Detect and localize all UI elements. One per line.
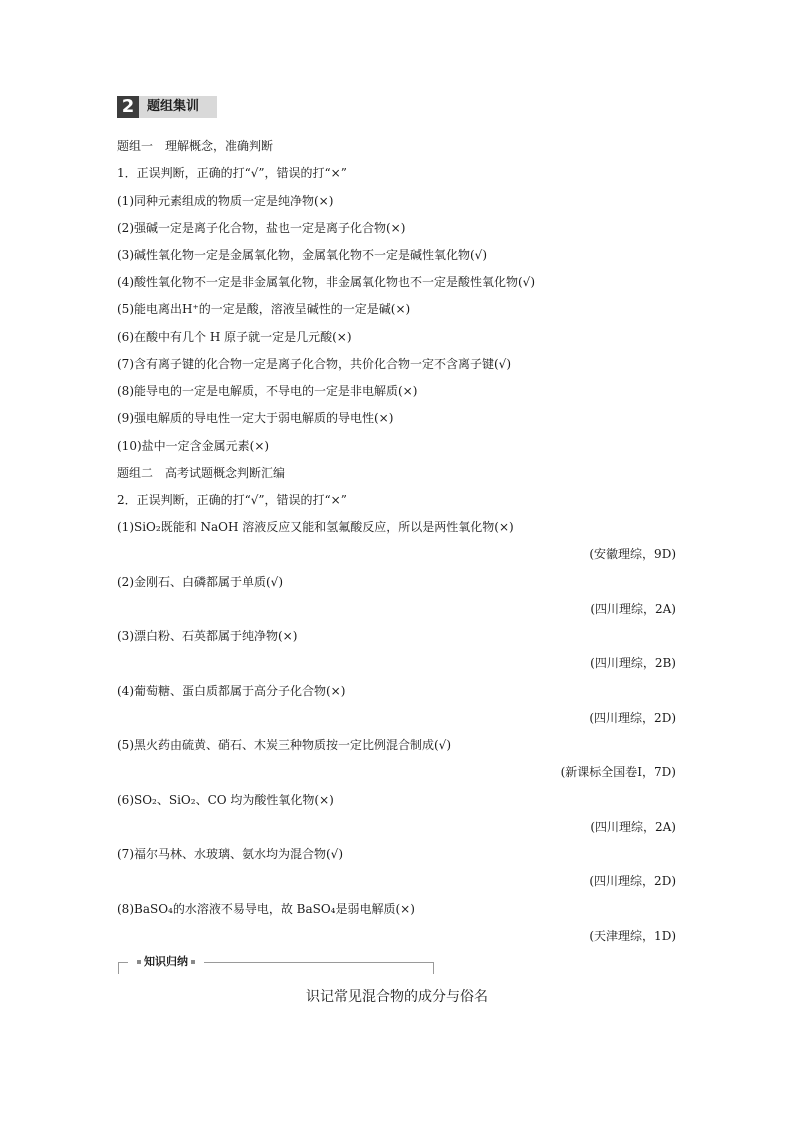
group2-source: (四川理综，2A) [590, 602, 676, 616]
section-number: 2 [117, 96, 139, 118]
group2-item: (5)黑火药由硫黄、硝石、木炭三种物质按一定比例混合制成(√) [117, 738, 452, 752]
group1-item: (7)含有离子键的化合物一定是离子化合物，共价化合物一定不含离子键(√) [117, 357, 512, 371]
group2-source: (新课标全国卷Ⅰ，7D) [560, 765, 676, 779]
group1-item: (9)强电解质的导电性一定大于弱电解质的导电性(×) [117, 411, 394, 425]
group2-item: (1)SiO₂既能和 NaOH 溶液反应又能和氢氟酸反应，所以是两性氧化物(×) [117, 520, 514, 534]
group1-item: (3)碱性氧化物一定是金属氧化物，金属氧化物不一定是碱性氧化物(√) [117, 248, 488, 262]
section-title: 题组集训 [147, 99, 200, 114]
group1-item: (6)在酸中有几个 H 原子就一定是几元酸(×) [117, 330, 352, 344]
group1-item: (8)能导电的一定是电解质，不导电的一定是非电解质(×) [117, 384, 418, 398]
bullet-dot-icon [191, 960, 195, 964]
group2-question: 2．正误判断，正确的打“√”，错误的打“×” [117, 493, 347, 507]
bullet-dot-icon [137, 960, 141, 964]
group2-item: (3)漂白粉、石英都属于纯净物(×) [117, 629, 298, 643]
group2-item: (8)BaSO₄的水溶液不易导电，故 BaSO₄是弱电解质(×) [117, 902, 415, 916]
group1-question: 1．正误判断，正确的打“√”，错误的打“×” [117, 166, 347, 180]
group2-item: (4)葡萄糖、蛋白质都属于高分子化合物(×) [117, 684, 346, 698]
group2-source: (四川理综，2B) [590, 656, 676, 670]
knowledge-box-right-edge [433, 962, 434, 974]
knowledge-box-left-edge [118, 962, 119, 974]
group1-heading: 题组一 理解概念，准确判断 [117, 139, 274, 153]
group1-item: (1)同种元素组成的物质一定是纯净物(×) [117, 194, 334, 208]
group2-source: (四川理综，2D) [589, 711, 676, 725]
group2-source: (天津理综，1D) [589, 929, 676, 943]
group2-source: (安徽理综，9D) [589, 547, 676, 561]
knowledge-title: 识记常见混合物的成分与俗名 [306, 989, 488, 1005]
group2-item: (2)金刚石、白磷都属于单质(√) [117, 575, 284, 589]
group2-item: (6)SO₂、SiO₂、CO 均为酸性氧化物(×) [117, 793, 334, 807]
group2-source: (四川理综，2D) [589, 874, 676, 888]
section-badge [117, 96, 217, 118]
group1-item: (2)强碱一定是离子化合物，盐也一定是离子化合物(×) [117, 221, 406, 235]
knowledge-label [128, 955, 204, 969]
group1-item: (5)能电离出H⁺的一定是酸，溶液呈碱性的一定是碱(×) [117, 302, 411, 316]
group2-heading: 题组二 高考试题概念判断汇编 [117, 466, 286, 480]
group1-item: (10)盐中一定含金属元素(×) [117, 439, 270, 453]
group2-item: (7)福尔马林、水玻璃、氨水均为混合物(√) [117, 847, 344, 861]
group1-item: (4)酸性氧化物不一定是非金属氧化物，非金属氧化物也不一定是酸性氧化物(√) [117, 275, 536, 289]
group2-source: (四川理综，2A) [590, 820, 676, 834]
knowledge-label-text: 知识归纳 [144, 955, 188, 968]
